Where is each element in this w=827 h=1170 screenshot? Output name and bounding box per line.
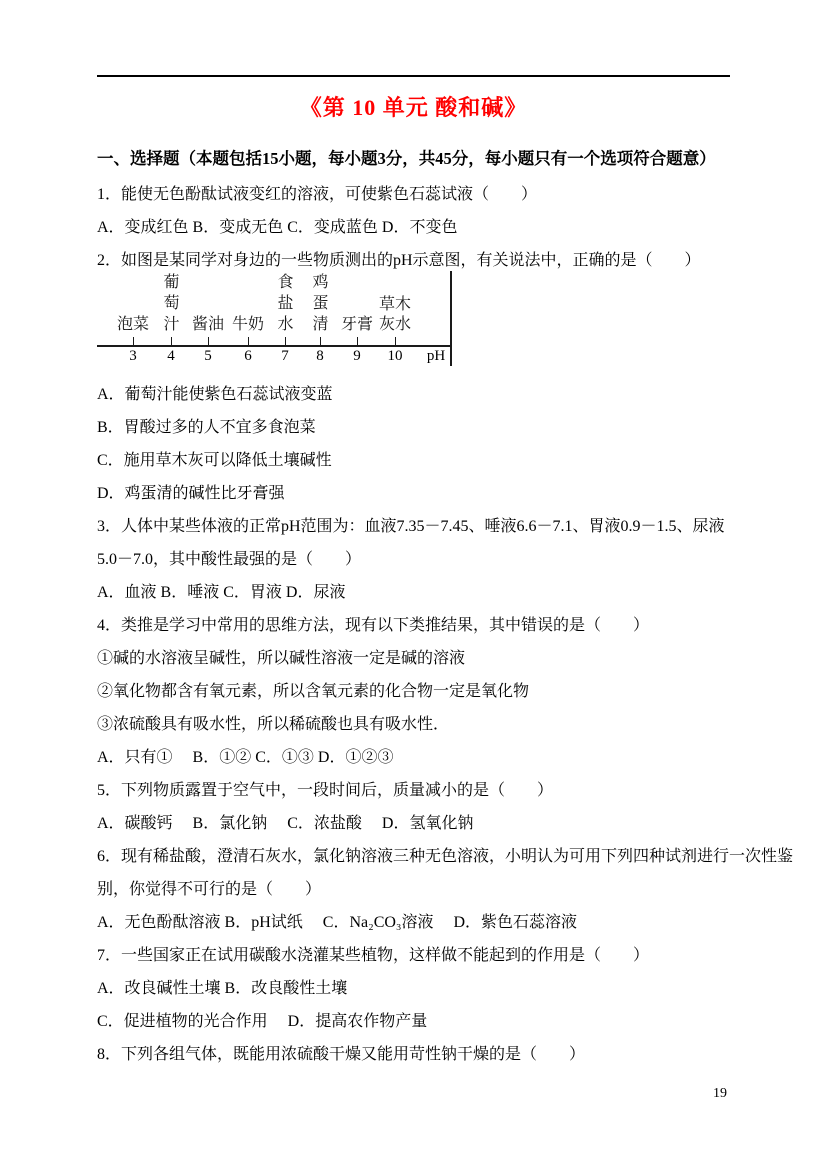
- ph-item-label: 食盐水: [277, 274, 294, 333]
- section-heading: 一、选择题（本题包括15小题，每小题3分，共45分，每小题只有一个选项符合题意）: [97, 149, 716, 168]
- question-2-option-b: B．胃酸过多的人不宜多食泡菜: [97, 419, 316, 436]
- question-6-text-line1: 6．现有稀盐酸，澄清石灰水，氯化钠溶液三种无色溶液，小明认为可用下列四种试剂进行一次性鉴: [97, 848, 794, 865]
- page-content: [0, 75, 827, 1071]
- ph-tick: [248, 337, 249, 345]
- ph-tick: [357, 337, 358, 345]
- ph-tick-label: 7: [281, 348, 289, 364]
- question-3-text-line1: 3．人体中某些体液的正常pH范围为：血液7.35－7.45、唾液6.6－7.1、胃液0.9－1.5、尿液: [97, 518, 725, 535]
- question-4-statement-3: ③浓硫酸具有吸水性，所以稀硫酸也具有吸水性．: [97, 716, 450, 733]
- ph-item-label: 葡萄汁: [163, 274, 180, 333]
- question-4-text: 4．类推是学习中常用的思维方法，现有以下类推结果，其中错误的是（ ）: [97, 617, 650, 634]
- question-7-options-ab: A．改良碱性土壤 B．改良酸性土壤: [97, 980, 348, 997]
- question-3-text-line2: 5.0－7.0，其中酸性最强的是（ ）: [97, 551, 362, 568]
- ph-item-label: 牙膏: [340, 316, 373, 333]
- question-1-options: A．变成红色 B．变成无色 C．变成蓝色 D．不变色: [97, 219, 458, 236]
- ph-item-label: 草木灰水: [378, 296, 411, 333]
- ph-tick-label: 4: [167, 348, 175, 364]
- question-3-options: A．血液 B．唾液 C．胃液 D．尿液: [97, 584, 346, 601]
- ph-tick-label: 9: [353, 348, 361, 364]
- question-5-text: 5．下列物质露置于空气中，一段时间后，质量减小的是（ ）: [97, 782, 554, 799]
- ph-tick-label: 3: [129, 348, 137, 364]
- question-4-statement-1: ①碱的水溶液呈碱性，所以碱性溶液一定是碱的溶液: [97, 650, 466, 667]
- page-title: 《第 10 单元 酸和碱》: [299, 95, 528, 120]
- ph-tick: [171, 337, 172, 345]
- ph-item-label: 酱油: [191, 316, 224, 333]
- ph-tick: [395, 337, 396, 345]
- ph-axis-label: pH: [426, 348, 446, 364]
- question-list: [97, 178, 794, 1071]
- question-4-statement-2: ②氧化物都含有氧元素，所以含氧元素的化合物一定是氧化物: [97, 683, 530, 700]
- question-5-options: A．碳酸钙 B．氯化钠 C．浓盐酸 D．氢氧化钠: [97, 815, 474, 832]
- question-7-text: 7．一些国家正在试用碳酸水浇灌某些植物，这样做不能起到的作用是（ ）: [97, 947, 650, 964]
- question-2-option-d: D．鸡蛋清的碱性比牙膏强: [97, 485, 285, 502]
- question-7-options-cd: C．促进植物的光合作用 D．提高农作物产量: [97, 1013, 428, 1030]
- ph-diagram: [97, 271, 453, 366]
- ph-tick: [133, 337, 134, 345]
- question-2-text: 2．如图是某同学对身边的一些物质测出的pH示意图，有关说法中，正确的是（ ）: [97, 252, 701, 269]
- ph-item-label: 牛奶: [231, 316, 264, 333]
- ph-tick-label: 6: [244, 348, 252, 364]
- question-1-text: 1．能使无色酚酞试液变红的溶液，可使紫色石蕊试液（ ）: [97, 186, 538, 203]
- ph-diagram-border: [450, 271, 452, 366]
- header-divider: [97, 75, 730, 77]
- page-number: 19: [713, 1086, 727, 1101]
- question-6-options: A．无色酚酞溶液 B．pH试纸 C．Na₂CO₃溶液 D．紫色石蕊溶液: [97, 914, 578, 931]
- ph-tick-label: 5: [204, 348, 212, 364]
- question-6-text-line2: 别，你觉得不可行的是（ ）: [97, 881, 322, 898]
- ph-tick-label: 8: [316, 348, 324, 364]
- question-2-option-c: C．施用草木灰可以降低土壤碱性: [97, 452, 332, 469]
- ph-tick: [320, 337, 321, 345]
- question-2-option-a: A．葡萄汁能使紫色石蕊试液变蓝: [97, 386, 333, 403]
- ph-item-label: 鸡蛋清: [312, 274, 329, 333]
- ph-tick-label: 10: [387, 348, 403, 364]
- ph-tick: [285, 337, 286, 345]
- question-4-options: A．只有① B．①② C．①③ D．①②③: [97, 749, 394, 766]
- question-8-text: 8．下列各组气体，既能用浓硫酸干燥又能用苛性钠干燥的是（ ）: [97, 1046, 586, 1063]
- ph-tick: [208, 337, 209, 345]
- ph-item-label: 泡菜: [116, 316, 149, 333]
